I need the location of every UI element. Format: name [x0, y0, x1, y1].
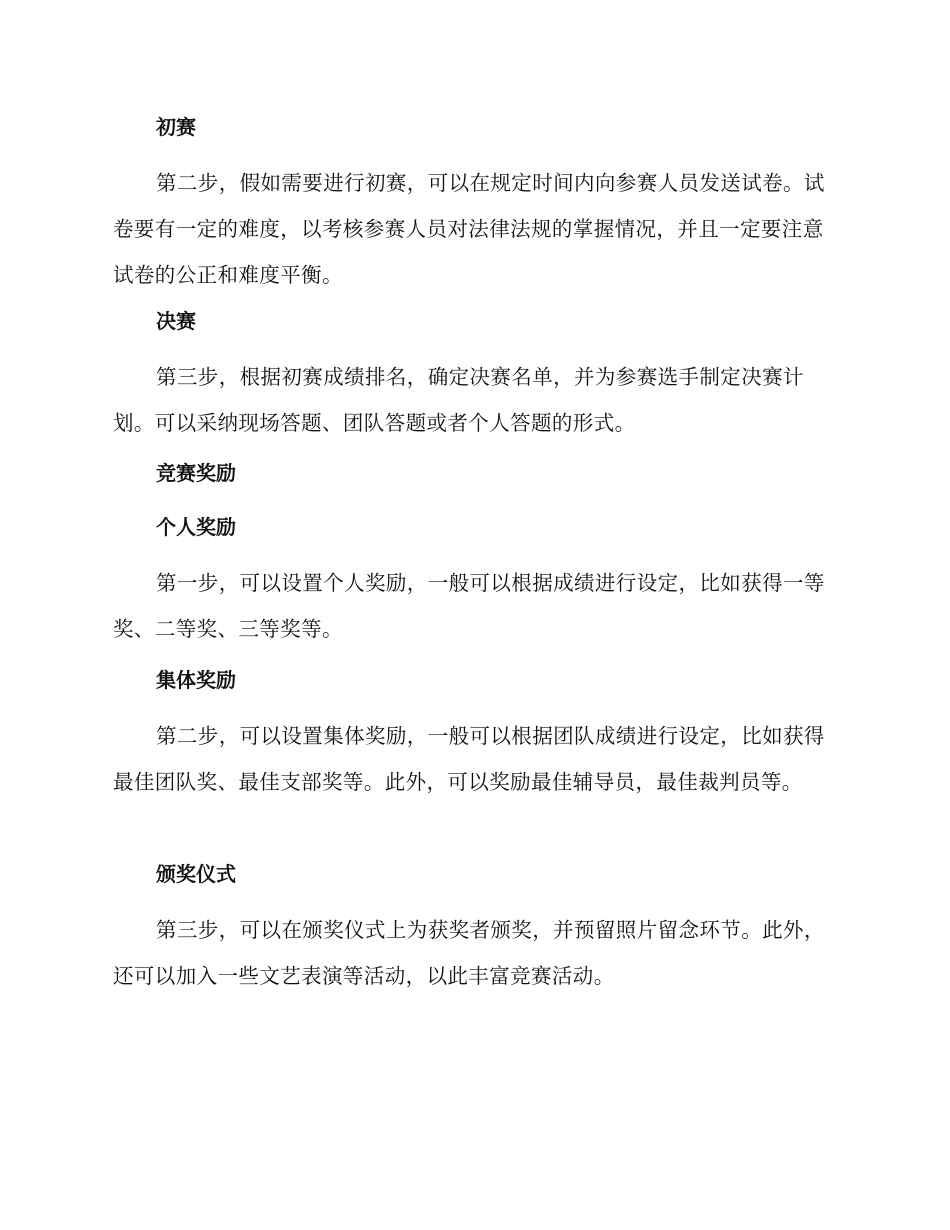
- heading-individual-awards: 个人奖励: [156, 515, 236, 539]
- heading-award-ceremony: 颁奖仪式: [156, 862, 236, 886]
- heading-preliminary: 初赛: [156, 115, 196, 139]
- paragraph-individual-awards: 第一步，可以设置个人奖励，一般可以根据成绩进行设定，比如获得一等奖、二等奖、三等奖等。: [113, 571, 825, 641]
- paragraph-group-awards: 第二步，可以设置集体奖励，一般可以根据团队成绩进行设定，比如获得最佳团队奖、最佳支部奖等。此外，可以奖励最佳辅导员，最佳裁判员等。: [113, 724, 825, 794]
- paragraph-preliminary: 第二步，假如需要进行初赛，可以在规定时间内向参赛人员发送试卷。试卷要有一定的难度，以考核参赛人员对法律法规的掌握情况，并且一定要注意试卷的公正和难度平衡。: [113, 171, 825, 287]
- heading-final: 决赛: [156, 309, 196, 333]
- heading-competition-awards: 竞赛奖励: [156, 461, 236, 485]
- paragraph-final: 第三步，根据初赛成绩排名，确定决赛名单，并为参赛选手制定决赛计划。可以采纳现场答题、团队答题或者个人答题的形式。: [113, 365, 804, 435]
- paragraph-award-ceremony: 第三步，可以在颁奖仪式上为获奖者颁奖，并预留照片留念环节。此外，还可以加入一些文艺表演等活动，以此丰富竞赛活动。: [113, 918, 825, 988]
- heading-group-awards: 集体奖励: [156, 668, 236, 692]
